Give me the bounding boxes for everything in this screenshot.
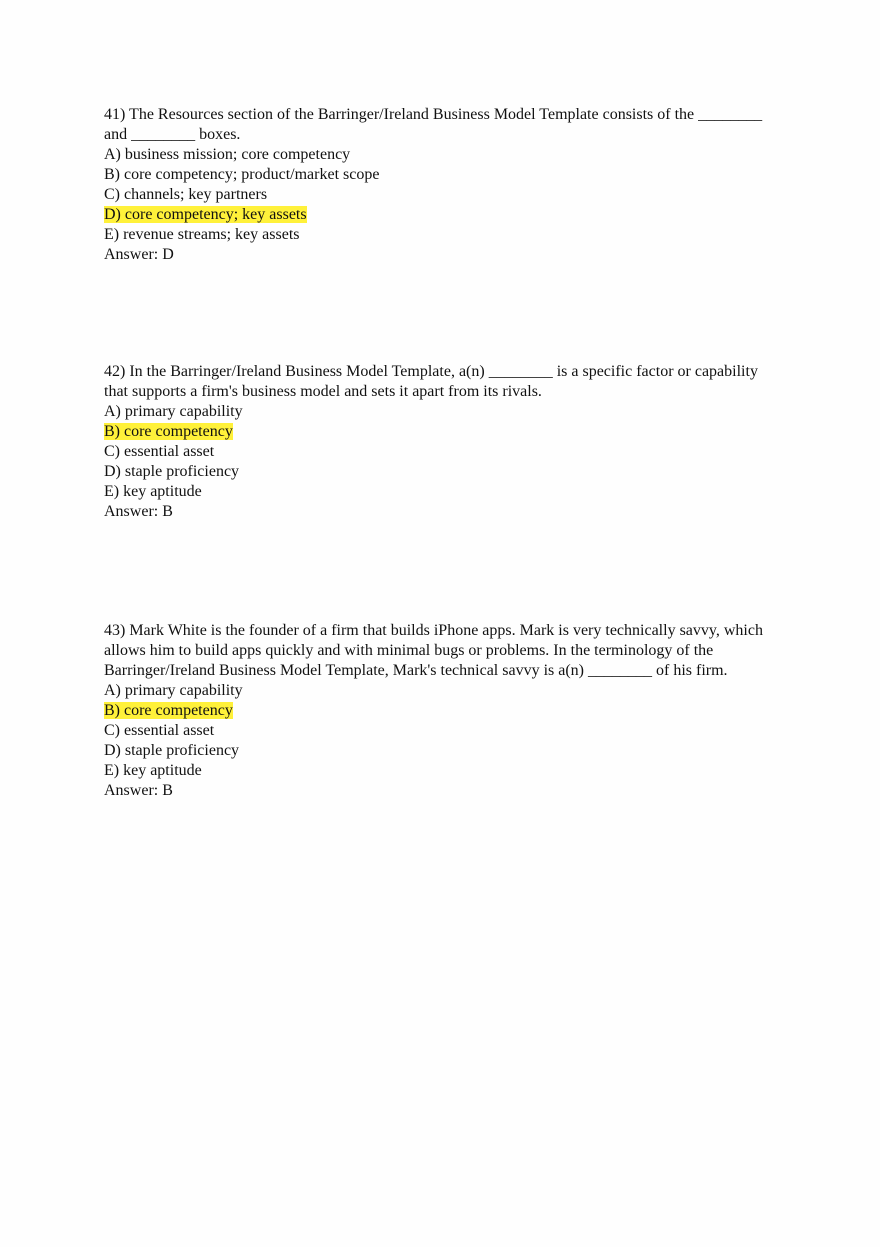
question-42 [104, 362, 784, 522]
option-b [104, 701, 784, 721]
question-stem: 41) The Resources section of the Barringer/Ireland Business Model Template consists of the ________ and ________ boxes. [104, 106, 763, 143]
question-stem: 42) In the Barringer/Ireland Business Model Template, a(n) ________ is a specific factor or capability that supports a firm's business model and sets it apart from its rivals. [104, 363, 758, 400]
option-a: A) primary capability [104, 682, 243, 699]
highlighted-option: D) core competency; key assets [104, 206, 307, 223]
question-43 [104, 621, 784, 801]
highlighted-option: B) core competency [104, 702, 233, 719]
option-d: D) staple proficiency [104, 742, 240, 759]
highlighted-option: B) core competency [104, 423, 233, 440]
option-e: E) revenue streams; key assets [104, 226, 300, 243]
option-a: A) business mission; core competency [104, 146, 351, 163]
option-c: C) channels; key partners [104, 186, 268, 203]
answer-line: Answer: B [104, 503, 173, 520]
option-a: A) primary capability [104, 403, 243, 420]
option-e: E) key aptitude [104, 762, 202, 779]
option-c: C) essential asset [104, 722, 215, 739]
answer-line: Answer: B [104, 782, 173, 799]
option-c: C) essential asset [104, 443, 215, 460]
option-d [104, 205, 784, 225]
question-stem: 43) Mark White is the founder of a firm that builds iPhone apps. Mark is very technically savvy, which allows him to build apps quickly and with minimal bugs or problems. In the terminology of the Barringer/Ireland Business Model Template, Mark's technical savvy is a(n) ________ of his firm. [104, 622, 763, 679]
option-b: B) core competency; product/market scope [104, 166, 380, 183]
option-d: D) staple proficiency [104, 463, 240, 480]
answer-line: Answer: D [104, 246, 174, 263]
question-41 [104, 105, 784, 265]
option-b [104, 422, 784, 442]
option-e: E) key aptitude [104, 483, 202, 500]
